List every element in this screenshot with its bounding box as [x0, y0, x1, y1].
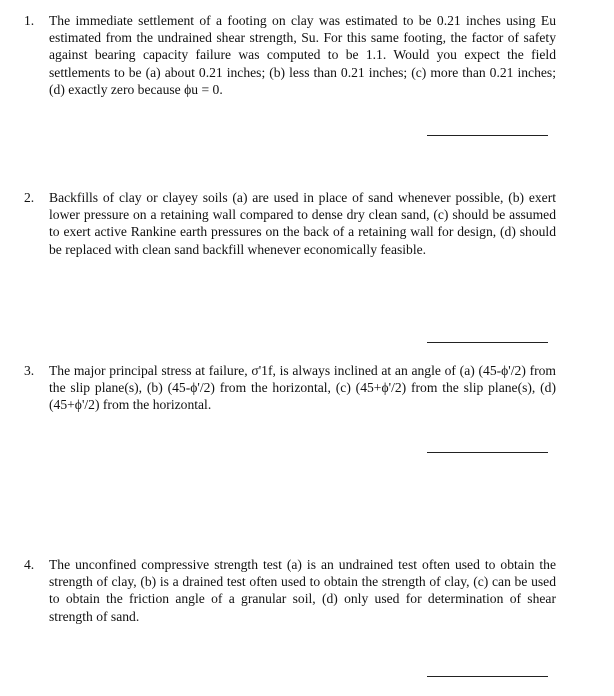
- answer-blank-3[interactable]: [427, 452, 548, 453]
- question-3: [24, 362, 556, 414]
- question-4: [24, 556, 556, 625]
- question-text: The unconfined compressive strength test (a) is an undrained test often used to obtain the strength of clay, (b) is a drained test often used to obtain the strength of clay, (c) can be used to obtain the friction angle of a granular soil, (d) only used for determination of shear strength of sand.: [49, 557, 556, 624]
- answer-blank-2[interactable]: [427, 342, 548, 343]
- answer-blank-1[interactable]: [427, 135, 548, 136]
- question-number: 3.: [24, 363, 35, 378]
- question-text: The immediate settlement of a footing on clay was estimated to be 0.21 inches using Eu estimated from the undrained shear strength, Su. For this same footing, the factor of safety against bearing capacity failure was computed to be 1.1. Would you expect the field settlements to be (a) about 0.21 inches; (b) less than 0.21 inches; (c) more than 0.21 inches; (d) exactly zero because ϕu = 0.: [49, 13, 556, 97]
- question-number: 2.: [24, 190, 35, 205]
- answer-blank-4[interactable]: [427, 676, 548, 677]
- question-text: Backfills of clay or clayey soils (a) are used in place of sand whenever possible, (b) exert lower pressure on a retaining wall compared to dense dry clean sand, (c) should be assumed to exert active Rankine earth pressures on the back of a retaining wall for design, (d) should be replaced with clean sand backfill whenever economically feasible.: [49, 190, 556, 257]
- question-2: [24, 189, 556, 258]
- question-number: 4.: [24, 557, 35, 572]
- question-number: 1.: [24, 13, 35, 28]
- question-1: [24, 12, 556, 98]
- question-text: The major principal stress at failure, σ'1f, is always inclined at an angle of (a) (45-ϕ'/2) from the slip plane(s), (b) (45-ϕ'/2) from the horizontal, (c) (45+ϕ'/2) from the slip plane(s), (d) (45+ϕ'/2) from the horizontal.: [49, 363, 556, 413]
